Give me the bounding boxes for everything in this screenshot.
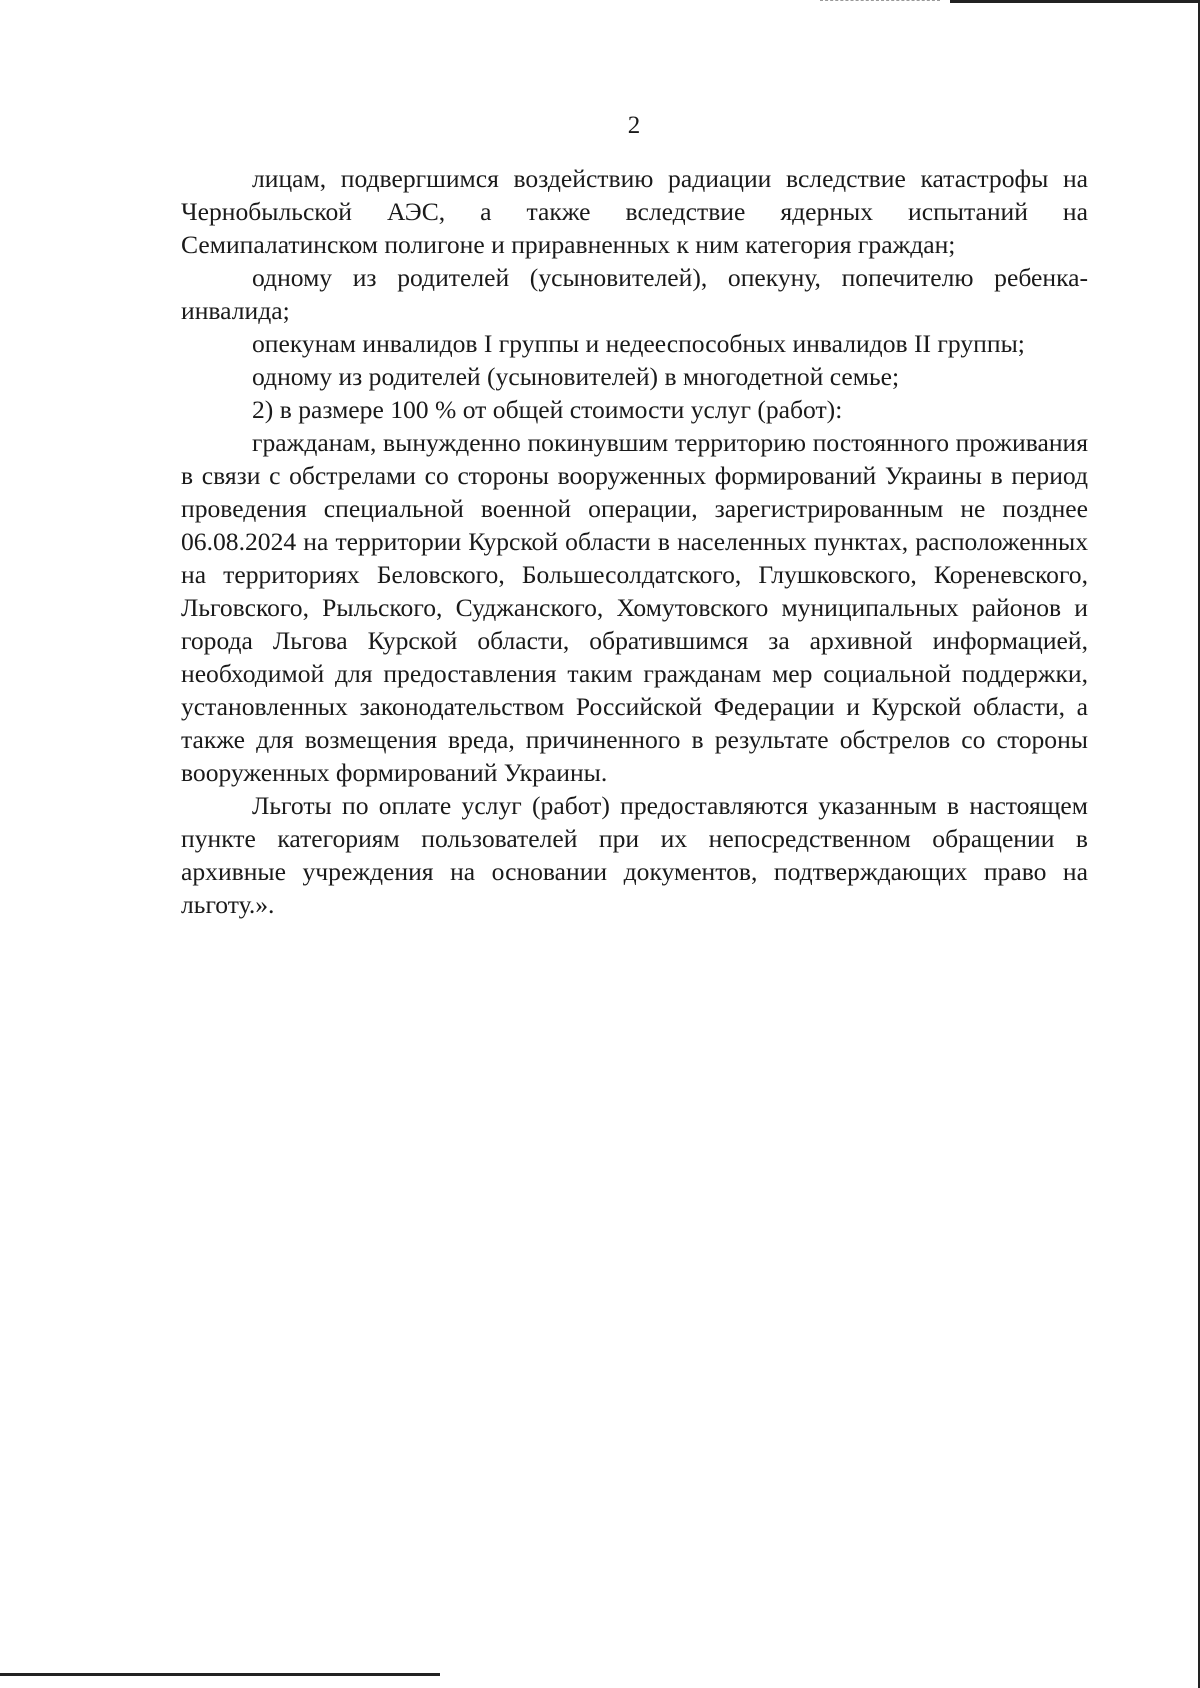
- paragraph: лицам, подвергшимся воздействию радиации вследствие катастрофы на Чернобыльской АЭС, а также вследствие ядерных испытаний на Семипалатинском полигоне и приравненных к ним категория граждан;: [181, 164, 1088, 259]
- scan-border-bottom: [0, 1673, 440, 1676]
- paragraph: опекунам инвалидов I группы и недееспособных инвалидов II группы;: [252, 329, 1025, 358]
- scan-border-top: [950, 0, 1200, 3]
- page-number: 2: [627, 112, 641, 139]
- paragraph: гражданам, вынужденно покинувшим территорию постоянного проживания в связи с обстрелами со стороны вооруженных формирований Украины в период проведения специальной военной операции, зарегистрированным не позднее 06.08.2024 на территории Курской области в населенных пунктах, расположенных на территориях Беловского, Большесолдатского, Глушковского, Кореневского, Льговского, Рыльского, Суджанского, Хомутовского муниципальных районов и города Льгова Курской области, обратившимся за архивной информацией, необходимой для предоставления таким гражданам мер социальной поддержки, установленных законодательством Российской Федерации и Курской области, а также для возмещения вреда, причиненного в результате обстрелов со стороны вооруженных формирований Украины.: [181, 428, 1088, 787]
- paragraph: одному из родителей (усыновителей) в многодетной семье;: [252, 362, 900, 391]
- paragraph: одному из родителей (усыновителей), опекуну, попечителю ребенка-инвалида;: [181, 263, 1088, 325]
- scan-border-top-dashed: [820, 0, 940, 2]
- paragraph: Льготы по оплате услуг (работ) предоставляются указанным в настоящем пункте категориям пользователей при их непосредственном обращении в архивные учреждения на основании документов, подтверждающих право на льготу.».: [181, 791, 1088, 919]
- paragraph: 2) в размере 100 % от общей стоимости услуг (работ):: [252, 395, 843, 424]
- document-body: [181, 162, 1088, 921]
